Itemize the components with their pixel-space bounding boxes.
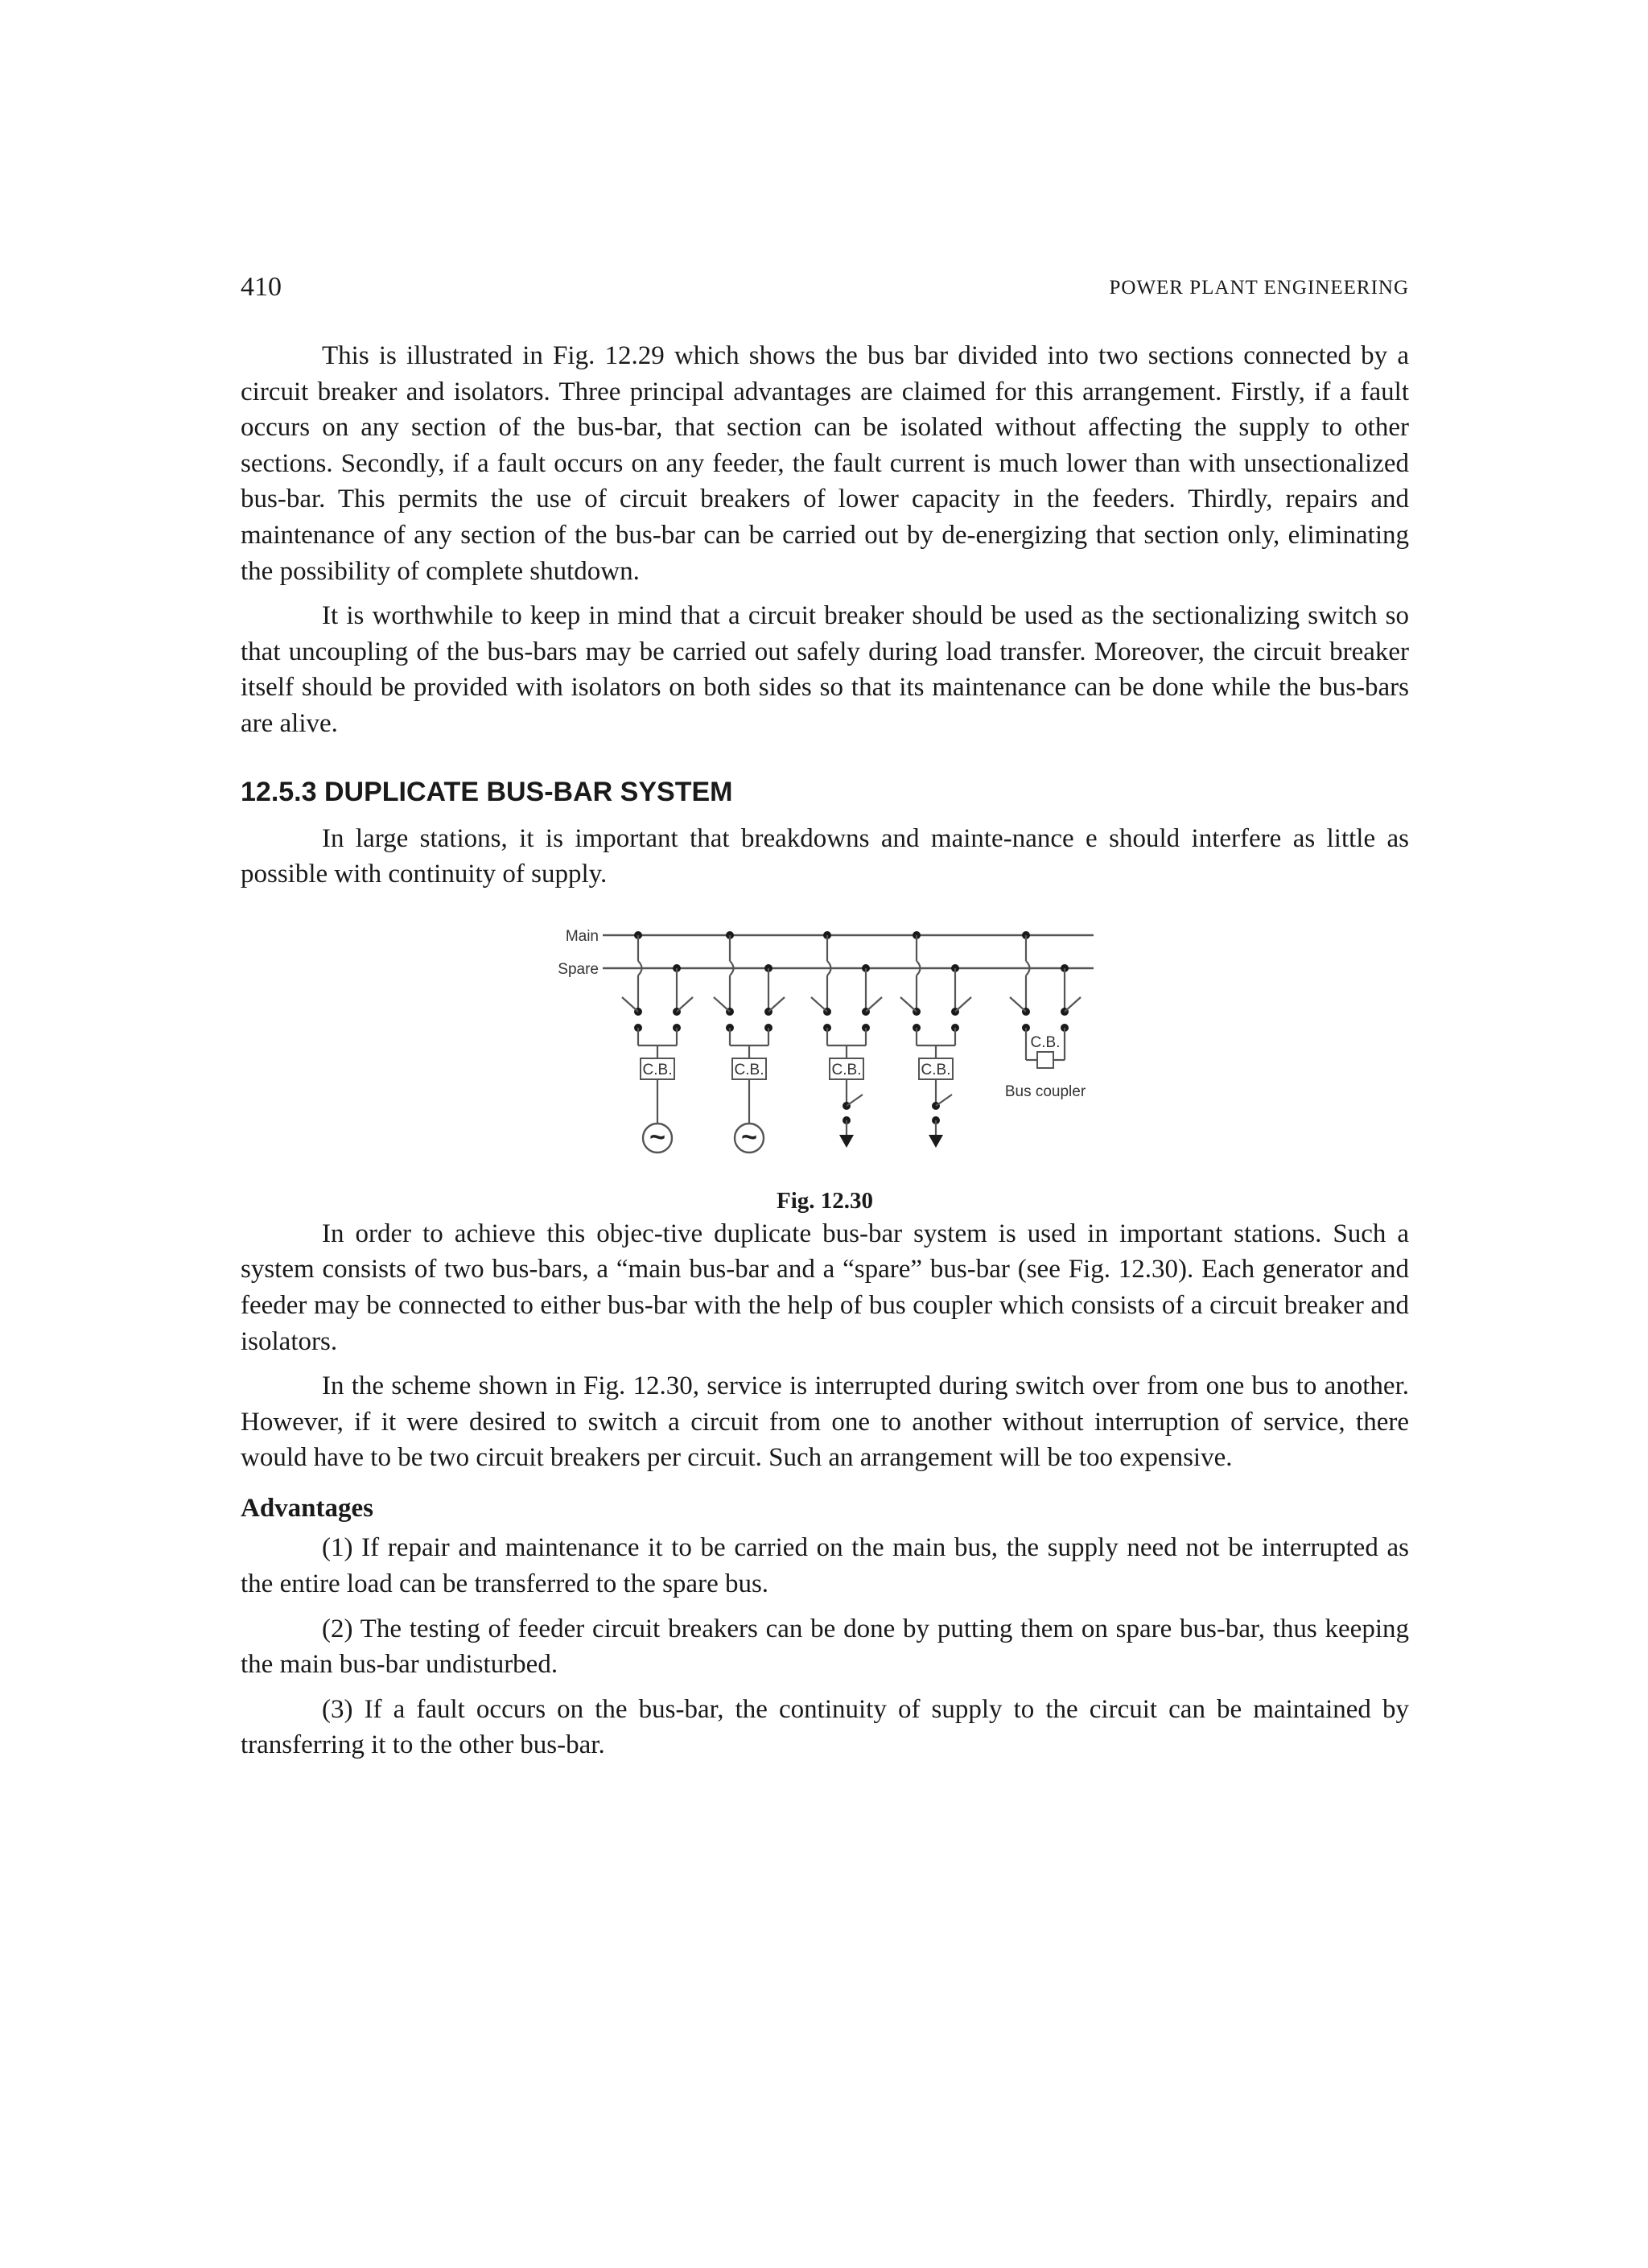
paragraph: In order to achieve this objec-tive duplicate bus-bar system is used in important stations. Such a system consists of two bus-bars, a “main bus-bar and a “spare” bus-bar (see Fig. 12.30). Each generator and feeder may be connected to either bus-bar with the help of bus coupler which consists of a circuit breaker and isolators. (241, 1219, 1409, 1356)
main-bus-label: Main (565, 927, 599, 945)
isolator-blade (900, 997, 917, 1012)
feeder-arrow (839, 1135, 854, 1148)
cb-label: C.B. (831, 1061, 862, 1078)
isolator-blade (1010, 997, 1026, 1012)
cb-label: C.B. (734, 1061, 764, 1078)
bus-coupler-breaker (1037, 1052, 1053, 1068)
isolator-blade (768, 997, 785, 1012)
isolator-blade (677, 997, 693, 1012)
generator-tilde: ~ (649, 1121, 665, 1153)
advantages-heading: Advantages (241, 1493, 374, 1523)
figure-caption: Fig. 12.30 (776, 1187, 874, 1214)
feeder-arrow (929, 1135, 943, 1148)
cb-label: C.B. (642, 1061, 673, 1078)
isolator-blade (1065, 997, 1081, 1012)
duplicate-bus-bar-diagram (241, 907, 1409, 1173)
page-content (241, 338, 1409, 1772)
feeder-switch-blade (847, 1095, 863, 1106)
advantage-item: (1) If repair and maintenance it to be carried on the main bus, the supply need not be interrupted as the entire load can be transferred to the spare bus. (241, 1533, 1409, 1599)
feeder-switch-blade (936, 1095, 952, 1106)
advantage-item: (2) The testing of feeder circuit breakers can be done by putting them on spare bus-bar, thus keeping the main bus-bar undisturbed. (241, 1614, 1409, 1680)
isolator-blade (866, 997, 882, 1012)
paragraph: It is worthwhile to keep in mind that a circuit breaker should be used as the sectionalizing switch so that uncoupling of the bus-bars may be carried out safely during load transfer. Moreover, the circuit breaker itself should be provided with isolators on both sides so that its maintenance can be done while the bus-bars are alive. (241, 601, 1409, 738)
bus-bar-diagram (241, 907, 1409, 1173)
isolator-blade (955, 997, 971, 1012)
section-heading: 12.5.3 DUPLICATE BUS-BAR SYSTEM (241, 776, 733, 807)
paragraph: In large stations, it is important that breakdowns and mainte-nance e should interfere as little as possible with continuity of supply. (241, 823, 1409, 889)
running-title: POWER PLANT ENGINEERING (1109, 277, 1409, 299)
cb-label: C.B. (921, 1061, 951, 1078)
advantage-item: (3) If a fault occurs on the bus-bar, the continuity of supply to the circuit can be maintained by transferring it to the other bus-bar. (241, 1694, 1409, 1760)
spare-bus-label: Spare (558, 960, 599, 978)
paragraph: In the scheme shown in Fig. 12.30, service is interrupted during switch over from one bus to another. However, if it were desired to switch a circuit from one to another without interruption of service, there would have to be two circuit breakers per circuit. Such an arrangement will be too expensive. (241, 1371, 1409, 1473)
cb-label: C.B. (1030, 1033, 1061, 1051)
isolator-blade (622, 997, 638, 1012)
bus-coupler-label: Bus coupler (1004, 1082, 1086, 1100)
isolator-blade (714, 997, 730, 1012)
paragraph: This is illustrated in Fig. 12.29 which shows the bus bar divided into two sections connected by a circuit breaker and isolators. Three principal advantages are claimed for this arrangement. Firstly, if a fault occurs on any section of the bus-bar, that section can be isolated without affecting the supply to other sections. Secondly, if a fault occurs on any feeder, the fault current is much lower than with unsectionalized bus-bar. This permits the use of circuit breakers of lower capacity in the feeders. Thirdly, repairs and maintenance of any section of the bus-bar can be carried out by de-energizing that section only, eliminating the possibility of complete shutdown. (241, 341, 1409, 586)
generator-tilde: ~ (741, 1121, 757, 1153)
isolator-blade (811, 997, 827, 1012)
page-number: 410 (241, 272, 282, 302)
